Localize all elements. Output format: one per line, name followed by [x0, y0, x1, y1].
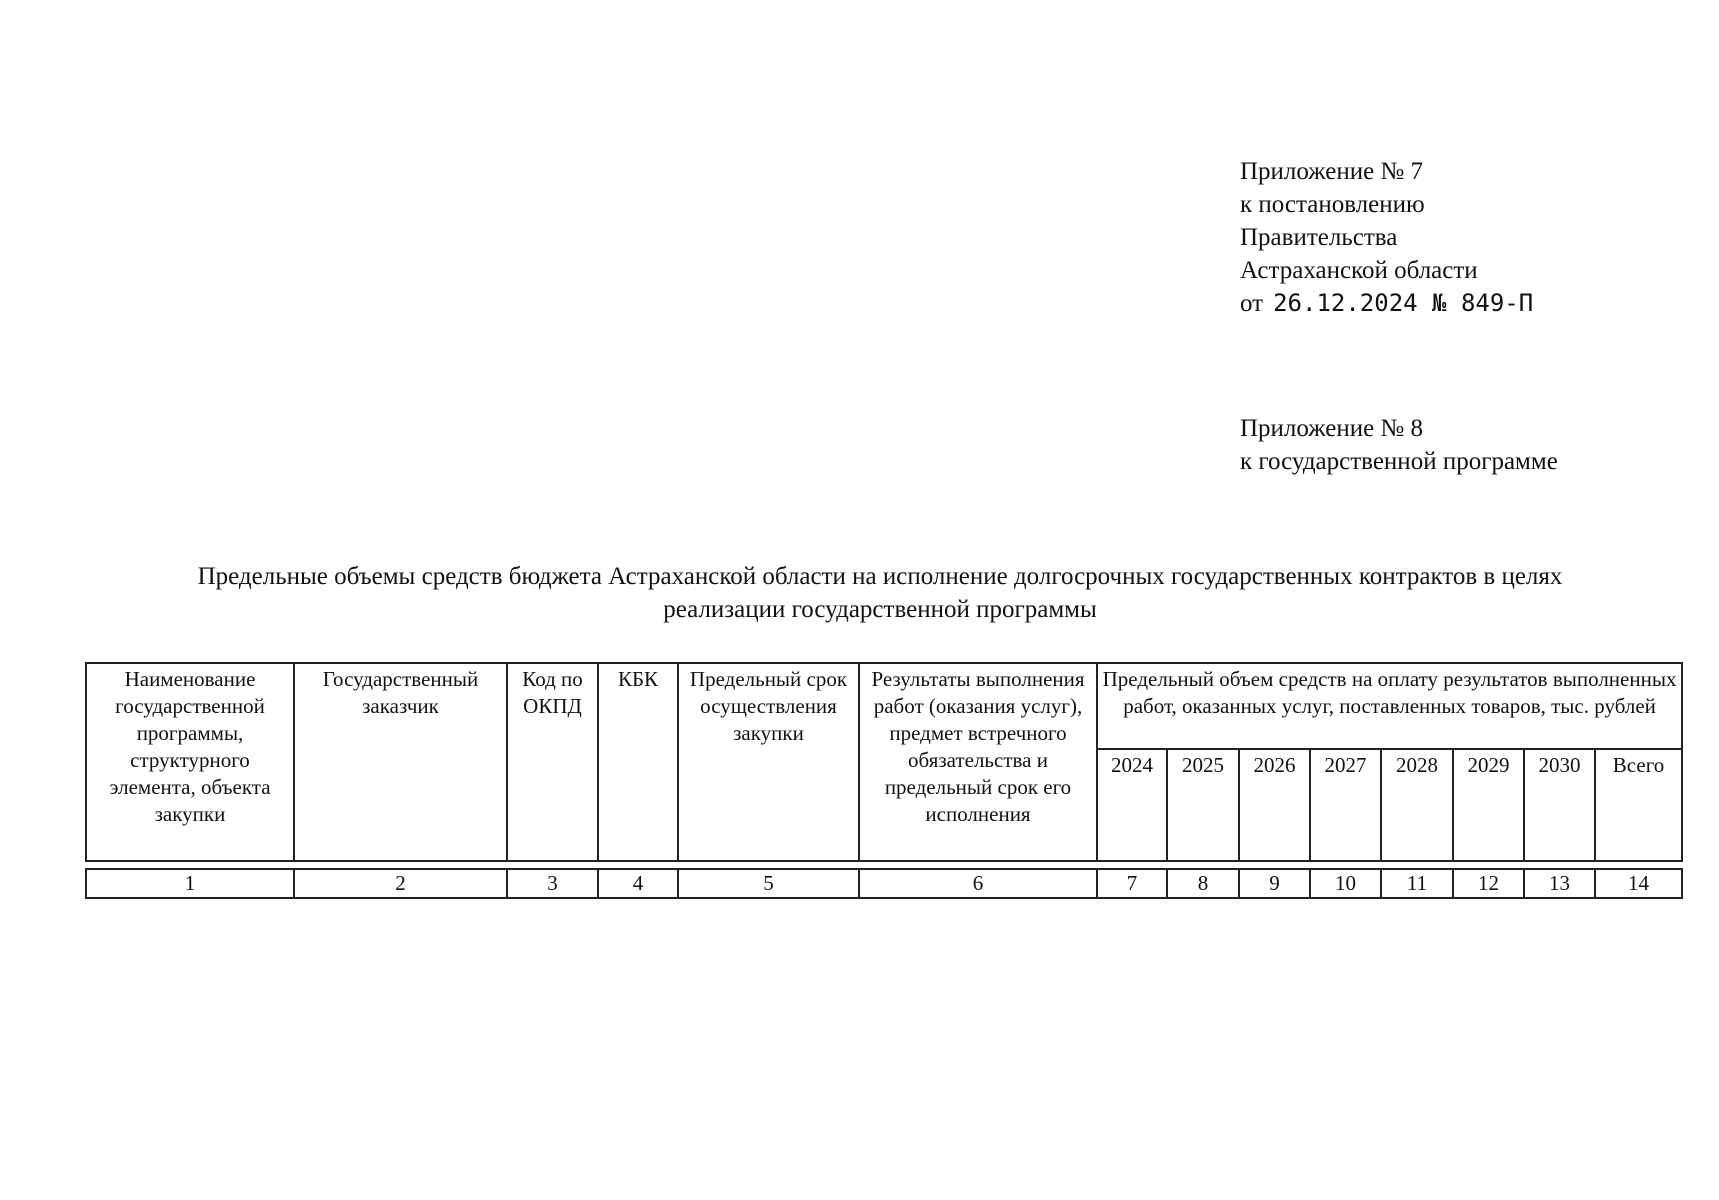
header-row: [86, 663, 1682, 749]
column-number: 8: [1167, 869, 1239, 898]
column-number: 12: [1453, 869, 1524, 898]
appendix-7-block: [1240, 155, 1533, 320]
appendix-7-line: Правительства: [1240, 224, 1398, 251]
header-year: 2026: [1239, 749, 1310, 861]
title-line-2: реализации государственной программы: [663, 596, 1097, 623]
title-line-1: Предельные объемы средств бюджета Астраханской области на исполнение долгосрочных государственных контрактов в целях: [197, 563, 1563, 590]
column-number: 5: [678, 869, 859, 898]
header-program-name: Наименование государственной программы, структурного элемента, объекта закупки: [86, 663, 294, 861]
contract-limits-table: [85, 662, 1683, 899]
header-year: 2027: [1310, 749, 1381, 861]
header-okpd: Код по ОКПД: [507, 663, 598, 861]
spacer-cell: [86, 861, 1682, 869]
column-number: 1: [86, 869, 294, 898]
appendix-7-line: к постановлению: [1240, 191, 1425, 218]
column-number-row: [86, 869, 1682, 898]
column-number: 4: [598, 869, 678, 898]
header-year: 2024: [1097, 749, 1167, 861]
column-number: 14: [1595, 869, 1682, 898]
resolution-date-number: 26.12.2024 № 849-П: [1273, 289, 1534, 317]
column-number: 2: [294, 869, 507, 898]
column-number: 9: [1239, 869, 1310, 898]
document-title: [80, 560, 1680, 626]
appendix-8-line: к государственной программе: [1240, 448, 1558, 475]
appendix-8-block: [1240, 412, 1558, 478]
header-year: 2030: [1524, 749, 1595, 861]
column-number: 3: [507, 869, 598, 898]
header-total: Всего: [1595, 749, 1682, 861]
column-number: 13: [1524, 869, 1595, 898]
appendix-7-line: Приложение № 7: [1240, 158, 1424, 185]
header-funds-group: Предельный объем средств на оплату результатов выполненных работ, оказанных услуг, поставленных товаров, тыс. рублей: [1097, 663, 1682, 749]
header-year: 2028: [1381, 749, 1453, 861]
header-kbk: КБК: [598, 663, 678, 861]
header-deadline: Предельный срок осуществления закупки: [678, 663, 859, 861]
header-year: 2029: [1453, 749, 1524, 861]
appendix-8-line: Приложение № 8: [1240, 415, 1424, 442]
spacer-row: [86, 861, 1682, 869]
header-results: Результаты выполнения работ (оказания услуг), предмет встречного обязательства и предельный срок его исполнения: [859, 663, 1097, 861]
header-customer: Государственный заказчик: [294, 663, 507, 861]
column-number: 6: [859, 869, 1097, 898]
column-number: 11: [1381, 869, 1453, 898]
date-prefix: от: [1240, 290, 1264, 317]
column-number: 7: [1097, 869, 1167, 898]
appendix-7-date-line: [1240, 287, 1533, 320]
column-number: 10: [1310, 869, 1381, 898]
appendix-7-line: Астраханской области: [1240, 257, 1478, 284]
header-year: 2025: [1167, 749, 1239, 861]
